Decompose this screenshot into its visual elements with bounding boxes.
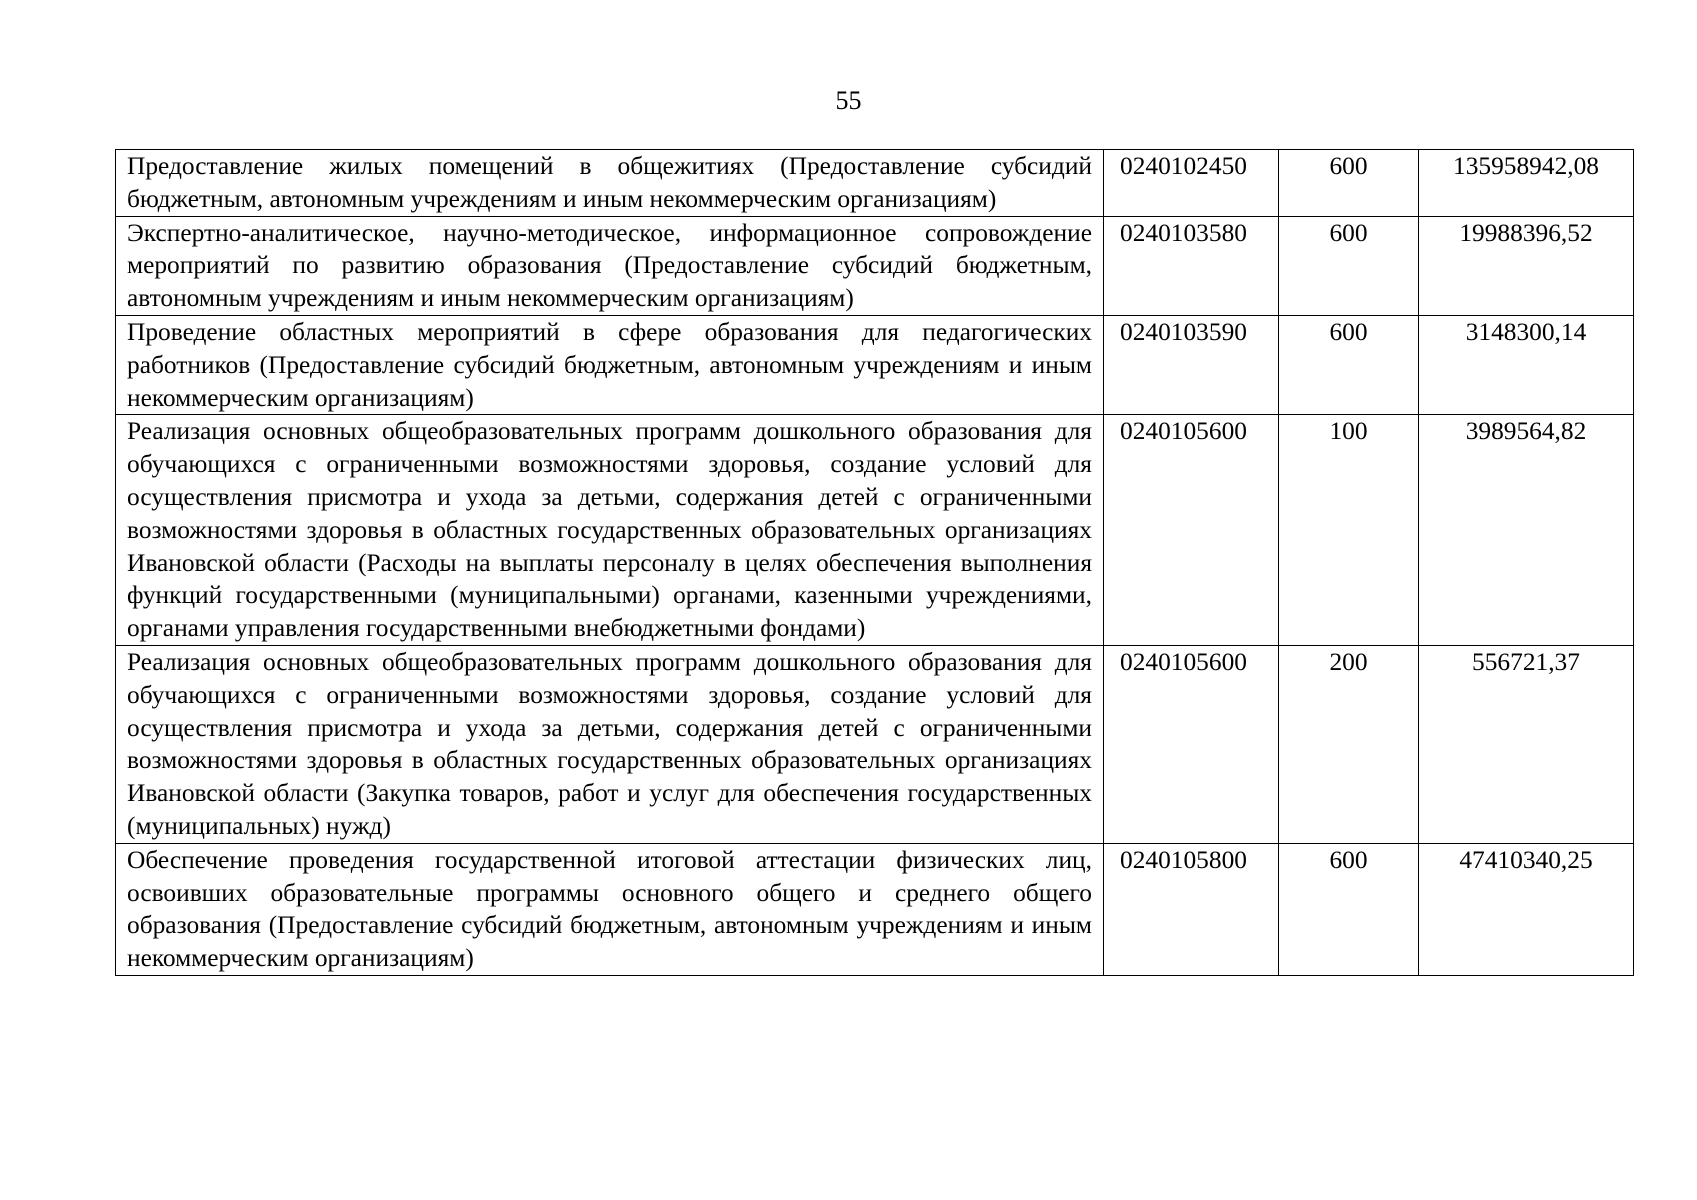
target-code-cell: 0240105600 [1104,415,1279,646]
target-code-cell: 0240102450 [1104,150,1279,217]
expense-name-cell: Экспертно-аналитическое, научно-методическое, информационное сопровождение мероприятий по развитию образования (Предоставление субсидий бюджетным, автономным учреждениям и иным некоммерческим организациям) [116,216,1104,315]
expense-type-cell: 600 [1279,843,1419,975]
table-row [116,415,1634,646]
expense-type-cell: 100 [1279,415,1419,646]
target-code-cell: 0240103580 [1104,216,1279,315]
target-code-cell: 0240103590 [1104,315,1279,414]
table-row [116,645,1634,843]
expense-name-cell: Обеспечение проведения государственной итоговой аттестации физических лиц, освоивших образовательные программы основного общего и среднего общего образования (Предоставление субсидий бюджетным, автономным учреждениям и иным некоммерческим организациям) [116,843,1104,975]
expense-name-cell: Реализация основных общеобразовательных программ дошкольного образования для обучающихся с ограниченными возможностями здоровья, создание условий для осуществления присмотра и ухода за детьми, содержания детей с ограниченными возможностями здоровья в областных государственных образовательных организациях Ивановской области (Закупка товаров, работ и услуг для обеспечения государственных (муниципальных) нужд) [116,645,1104,843]
page-number: 55 [835,86,862,115]
expense-type-cell: 600 [1279,150,1419,217]
amount-cell: 556721,37 [1419,645,1634,843]
expense-name-cell: Предоставление жилых помещений в общежитиях (Предоставление субсидий бюджетным, автономным учреждениям и иным некоммерческим организациям) [116,150,1104,217]
amount-cell: 47410340,25 [1419,843,1634,975]
amount-cell: 3989564,82 [1419,415,1634,646]
expense-name-cell: Проведение областных мероприятий в сфере образования для педагогических работников (Предоставление субсидий бюджетным, автономным учреждениям и иным некоммерческим организациям) [116,315,1104,414]
table-row [116,216,1634,315]
expense-name-cell: Реализация основных общеобразовательных программ дошкольного образования для обучающихся с ограниченными возможностями здоровья, создание условий для осуществления присмотра и ухода за детьми, содержания детей с ограниченными возможностями здоровья в областных государственных образовательных организациях Ивановской области (Расходы на выплаты персоналу в целях обеспечения выполнения функций государственными (муниципальными) органами, казенными учреждениями, органами управления государственными внебюджетными фондами) [116,415,1104,646]
table-row [116,315,1634,414]
amount-cell: 135958942,08 [1419,150,1634,217]
table-row [116,150,1634,217]
amount-cell: 19988396,52 [1419,216,1634,315]
expense-type-cell: 600 [1279,216,1419,315]
expense-type-cell: 600 [1279,315,1419,414]
target-code-cell: 0240105600 [1104,645,1279,843]
amount-cell: 3148300,14 [1419,315,1634,414]
expense-type-cell: 200 [1279,645,1419,843]
table-row [116,843,1634,975]
target-code-cell: 0240105800 [1104,843,1279,975]
budget-table [115,149,1634,976]
